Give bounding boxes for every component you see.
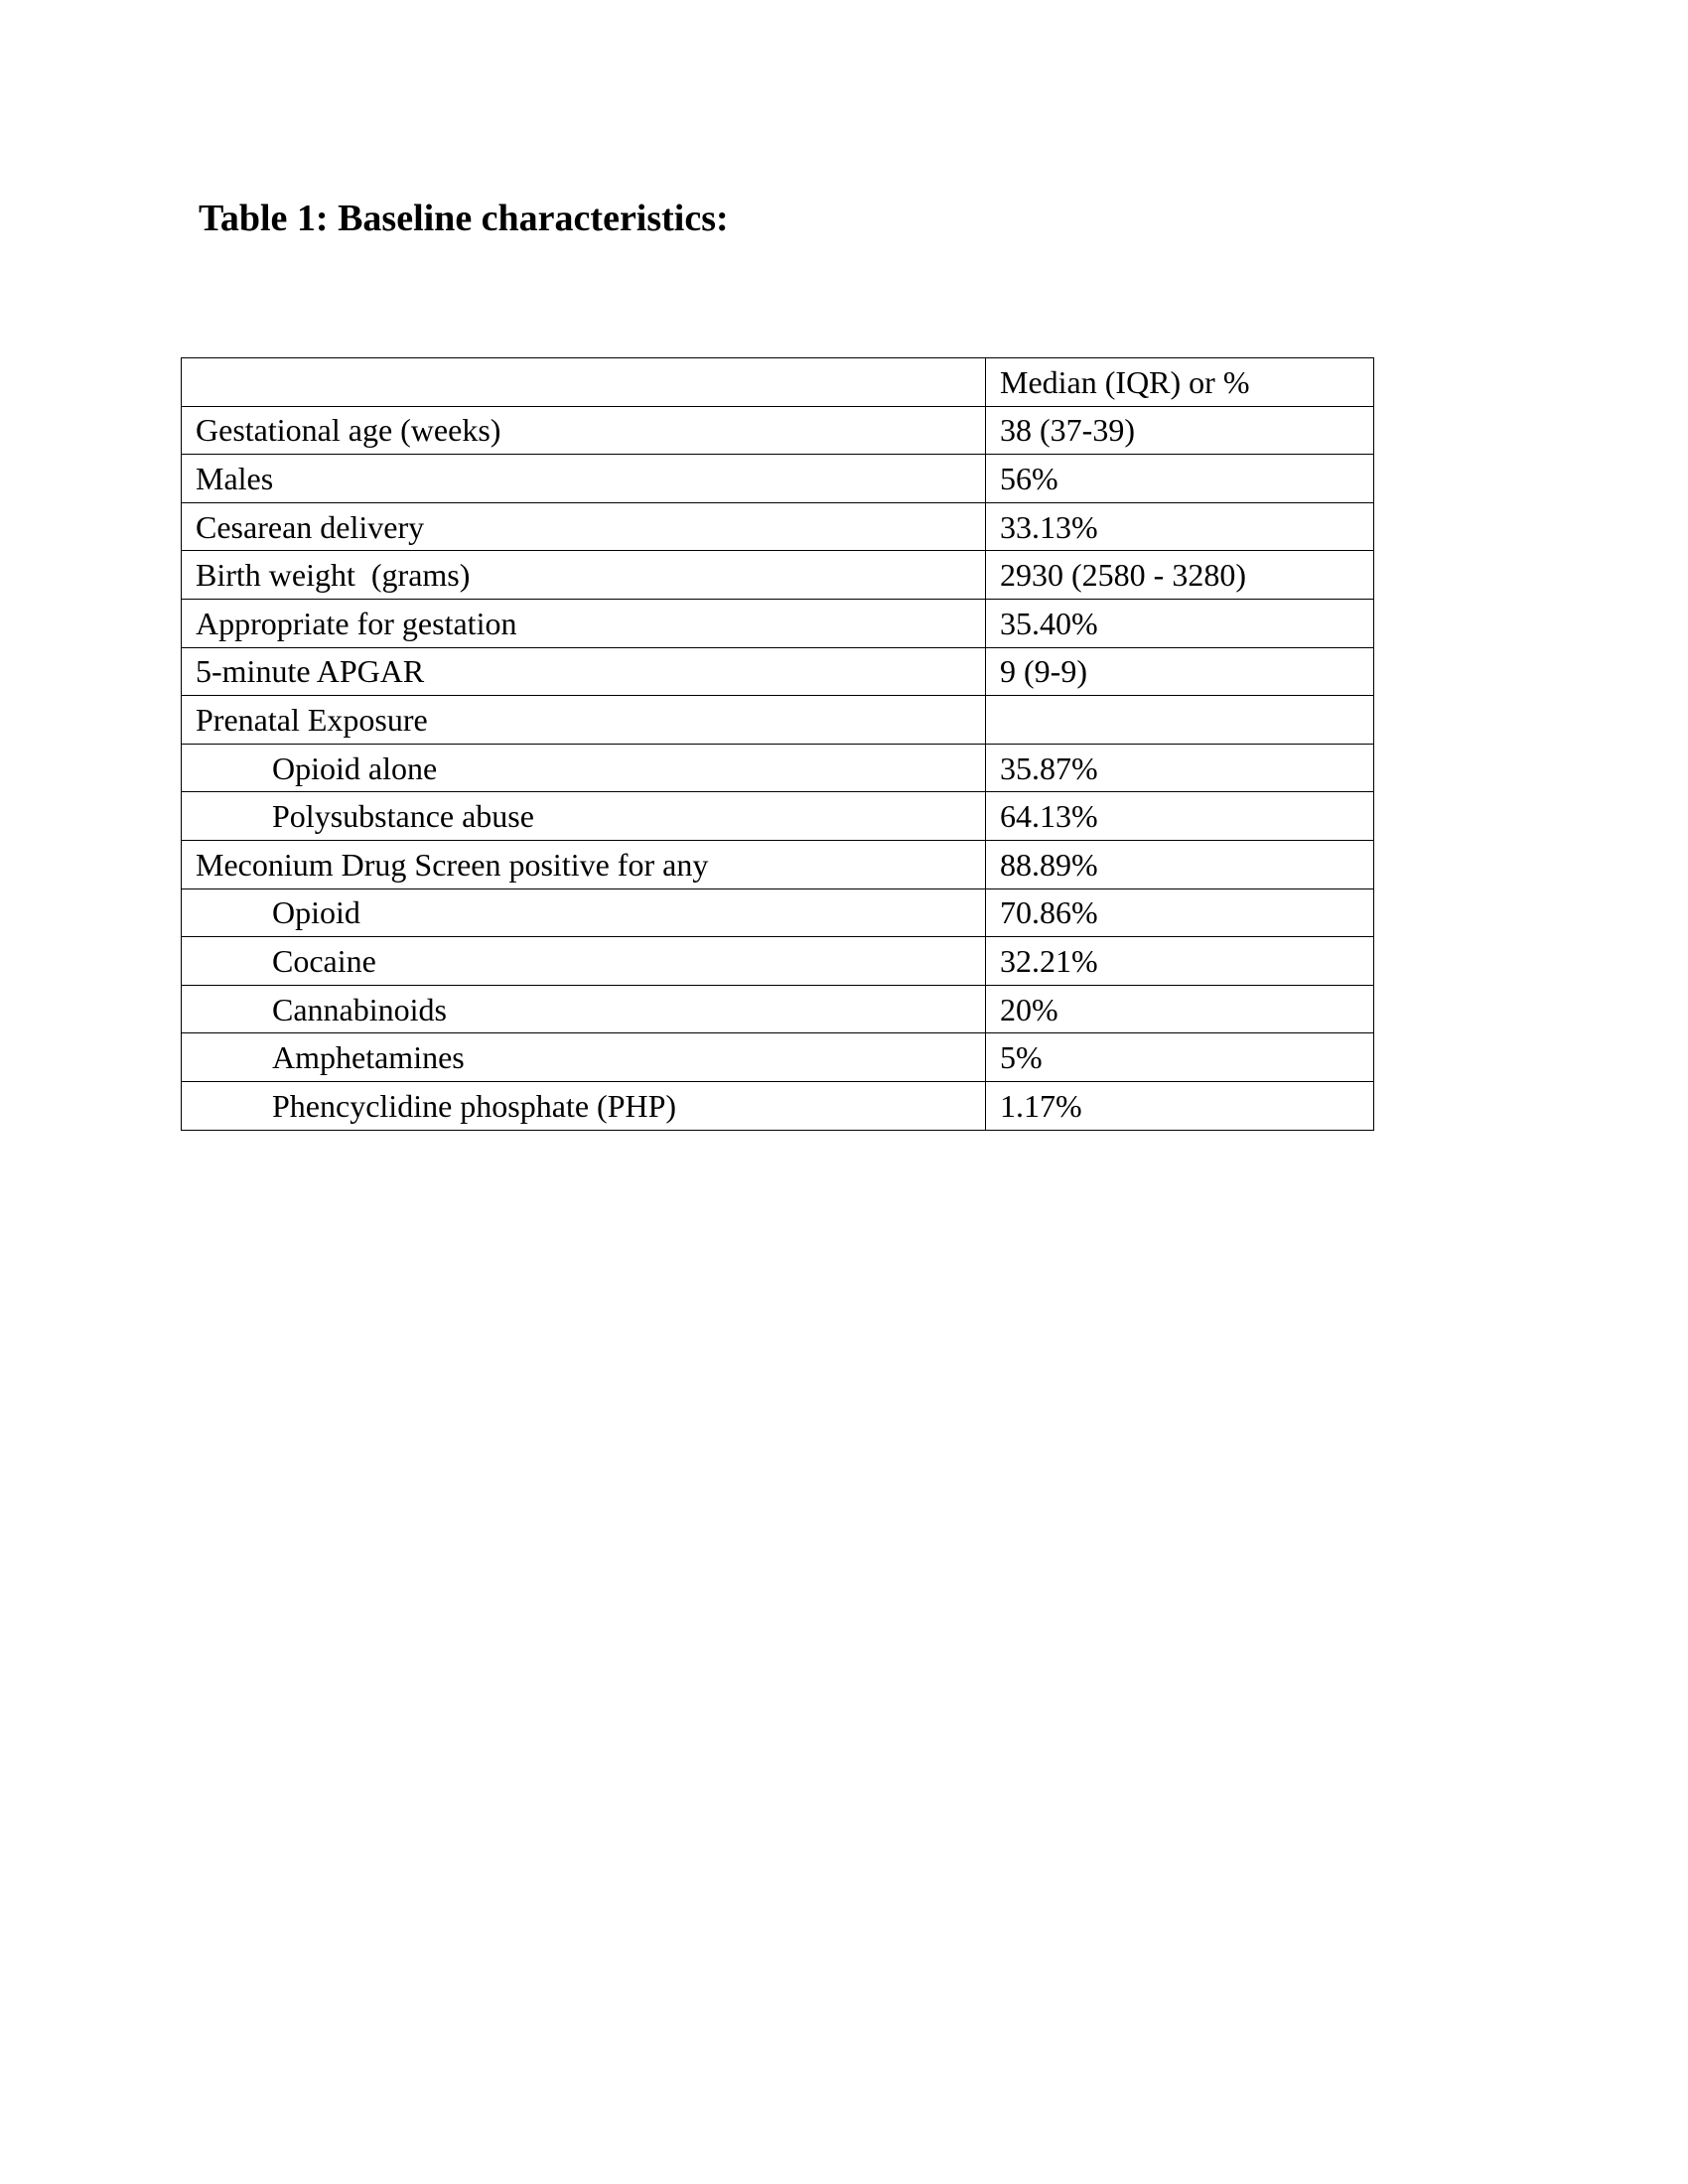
row-value: 33.13% — [986, 502, 1374, 551]
section-value: 88.89% — [986, 840, 1374, 888]
header-value-cell: Median (IQR) or % — [986, 358, 1374, 407]
table-row — [182, 599, 1374, 647]
section-label: Prenatal Exposure — [182, 696, 986, 745]
table-subrow — [182, 1033, 1374, 1082]
subrow-value: 35.87% — [986, 744, 1374, 792]
table-subrow — [182, 888, 1374, 937]
row-label: Cesarean delivery — [182, 502, 986, 551]
table-row — [182, 455, 1374, 503]
row-label: Appropriate for gestation — [182, 599, 986, 647]
row-label: Birth weight (grams) — [182, 551, 986, 600]
table-subrow — [182, 744, 1374, 792]
table-subrow — [182, 985, 1374, 1033]
table-row — [182, 406, 1374, 455]
row-label: Males — [182, 455, 986, 503]
section-label: Meconium Drug Screen positive for any — [182, 840, 986, 888]
subrow-label: Opioid alone — [182, 744, 986, 792]
header-label-cell — [182, 358, 986, 407]
table-subrow — [182, 937, 1374, 986]
section-value — [986, 696, 1374, 745]
subrow-value: 20% — [986, 985, 1374, 1033]
table-subrow — [182, 792, 1374, 841]
row-label: Gestational age (weeks) — [182, 406, 986, 455]
row-value: 56% — [986, 455, 1374, 503]
subrow-label: Polysubstance abuse — [182, 792, 986, 841]
subrow-value: 5% — [986, 1033, 1374, 1082]
table-section-row — [182, 840, 1374, 888]
row-value: 38 (37-39) — [986, 406, 1374, 455]
subrow-value: 70.86% — [986, 888, 1374, 937]
table-title: Table 1: Baseline characteristics: — [199, 198, 729, 239]
subrow-label: Cocaine — [182, 937, 986, 986]
table-row — [182, 502, 1374, 551]
subrow-value: 32.21% — [986, 937, 1374, 986]
baseline-characteristics-table — [181, 357, 1374, 1131]
row-value: 35.40% — [986, 599, 1374, 647]
subrow-label: Opioid — [182, 888, 986, 937]
subrow-value: 1.17% — [986, 1081, 1374, 1130]
subrow-label: Cannabinoids — [182, 985, 986, 1033]
table-row — [182, 551, 1374, 600]
row-label: 5-minute APGAR — [182, 647, 986, 696]
table-section-row — [182, 696, 1374, 745]
table-header-row — [182, 358, 1374, 407]
subrow-value: 64.13% — [986, 792, 1374, 841]
subrow-label: Amphetamines — [182, 1033, 986, 1082]
row-value: 9 (9-9) — [986, 647, 1374, 696]
table-subrow — [182, 1081, 1374, 1130]
subrow-label: Phencyclidine phosphate (PHP) — [182, 1081, 986, 1130]
table-row — [182, 647, 1374, 696]
row-value: 2930 (2580 - 3280) — [986, 551, 1374, 600]
